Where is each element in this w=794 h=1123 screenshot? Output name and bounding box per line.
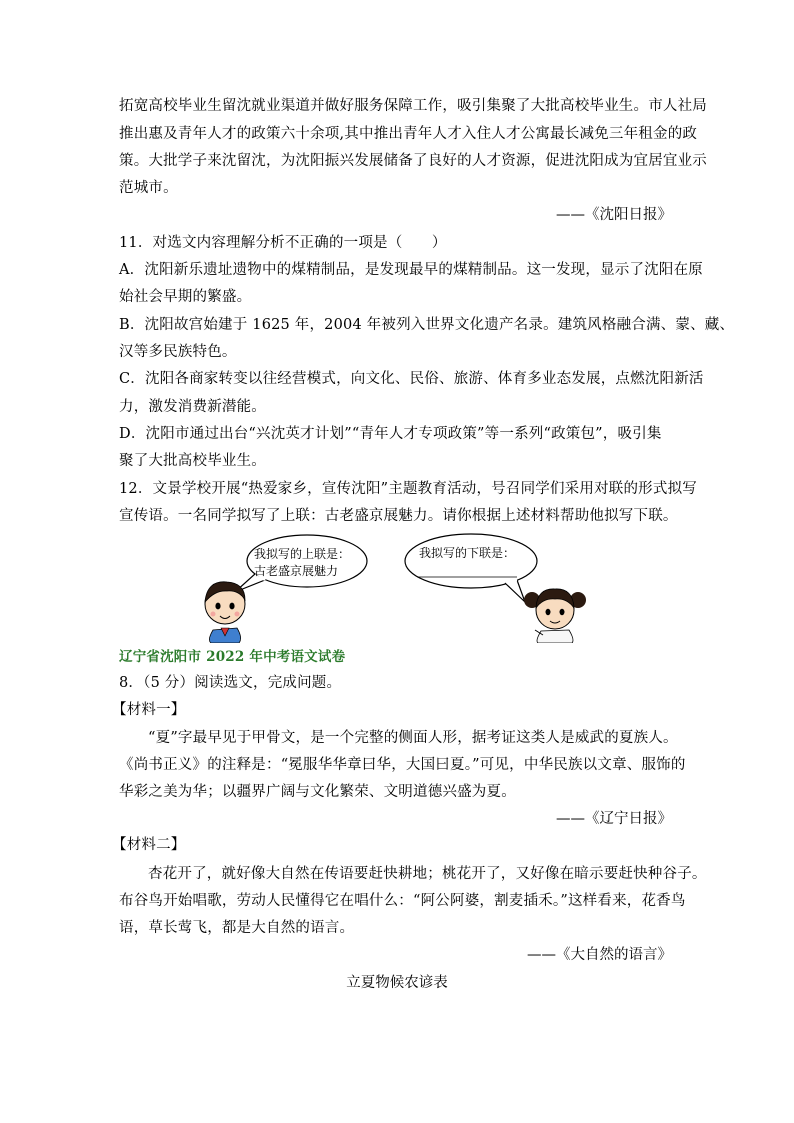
material1-line-1: “夏”字最早见于甲骨文，是一个完整的侧面人形，据考证这类人是威武的夏族人。 xyxy=(148,730,678,746)
material2-line-2: 布谷鸟开始唱歌，劳动人民懂得它在唱什么：“阿公阿婆，割麦插禾。”这样看来，花香鸟 xyxy=(119,893,686,909)
girl-figure xyxy=(524,589,586,643)
material1-line-2: 《尚书正义》的注释是：“冕服华华章曰华，大国曰夏。”可见，中华民族以文章、服饰的 xyxy=(119,757,686,773)
q11-option-c-1: C．沈阳各商家转变以往经营模式，向文化、民俗、旅游、体育多业态发展，点燃沈阳新活 xyxy=(119,371,704,387)
boy-figure xyxy=(205,582,245,643)
intro-line-2: 推出惠及青年人才的政策六十余项,其中推出青年人才入住人才公寓最长减免三年租金的政 xyxy=(119,126,698,142)
left-bubble-line-2: 古老盛京展魅力 xyxy=(254,564,339,578)
q11-option-a-2: 始社会早期的繁盛。 xyxy=(119,289,252,305)
q11-stem: 11．对选文内容理解分析不正确的一项是（ ） xyxy=(119,235,447,251)
section-title: 辽宁省沈阳市 2022 年中考语文试卷 xyxy=(119,649,346,665)
material1-line-3: 华彩之美为华；以疆界广阔与文化繁荣、文明道德兴盛为夏。 xyxy=(119,784,516,800)
material1-source: ——《辽宁日报》 xyxy=(556,811,672,827)
material2-label: 【材料二】 xyxy=(112,837,186,853)
material2-line-3: 语，草长莺飞，都是大自然的语言。 xyxy=(119,920,355,936)
intro-source: ——《沈阳日报》 xyxy=(556,207,672,223)
q11-option-a-1: A．沈阳新乐遗址遗物中的煤精制品，是发现最早的煤精制品。这一发现，显示了沈阳在原 xyxy=(119,262,703,278)
intro-line-1: 拓宽高校毕业生留沈就业渠道并做好服务保障工作，吸引集聚了大批高校毕业生。市人社局 xyxy=(119,98,707,114)
q11-option-c-2: 力，激发消费新潜能。 xyxy=(119,399,266,415)
material2-line-1: 杏花开了，就好像大自然在传语要赶快耕地；桃花开了，又好像在暗示要赶快种谷子。 xyxy=(148,866,707,882)
intro-line-3: 策。大批学子来沈留沈，为沈阳振兴发展储备了良好的人才资源，促进沈阳成为宜居宜业示 xyxy=(119,153,707,169)
q11-option-b-1: B．沈阳故宫始建于 1625 年，2004 年被列入世界文化遗产名录。建筑风格融合满、蒙、藏、 xyxy=(119,317,735,333)
q8-stem: 8．（5 分）阅读选文，完成问题。 xyxy=(119,675,342,691)
q11-option-b-2: 汉等多民族特色。 xyxy=(119,344,237,360)
table-title: 立夏物候农谚表 xyxy=(346,975,448,991)
material2-source: ——《大自然的语言》 xyxy=(527,947,672,963)
q12-line-1: 12．文景学校开展“热爱家乡，宣传沈阳”主题教育活动，号召同学们采用对联的形式拟写 xyxy=(119,481,697,497)
intro-line-4: 范城市。 xyxy=(119,180,178,196)
right-bubble-line-1: 我拟写的下联是： xyxy=(419,546,516,560)
q12-line-2: 宣传语。一名同学拟写了上联：古老盛京展魅力。请你根据上述材料帮助他拟写下联。 xyxy=(119,508,678,524)
q11-option-d-2: 聚了大批高校毕业生。 xyxy=(119,453,266,469)
left-bubble-line-1: 我拟写的上联是： xyxy=(254,547,351,561)
q11-option-d-1: D．沈阳市通过出台“兴沈英才计划”“青年人才专项政策”等一系列“政策包”，吸引集 xyxy=(119,426,662,442)
material1-label: 【材料一】 xyxy=(112,702,186,718)
